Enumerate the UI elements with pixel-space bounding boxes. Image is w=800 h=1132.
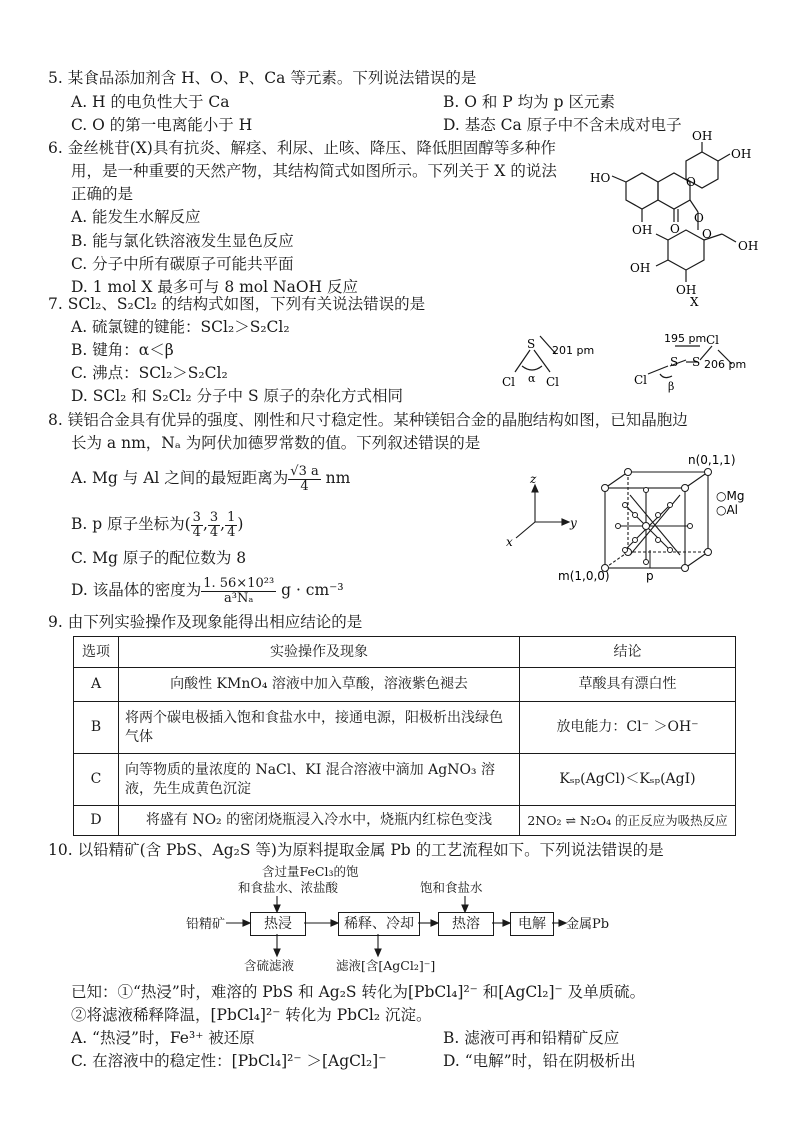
q8-a-post: nm <box>320 469 351 487</box>
q8-d-den: a³Nₐ <box>224 590 254 606</box>
q9-row-b-option: B <box>74 702 119 754</box>
q9-row-b-conclusion: 放电能力：Cl⁻ ＞OH⁻ <box>520 702 736 754</box>
flow-product: 金属Pb <box>566 917 610 932</box>
q7-beta: β <box>668 380 675 393</box>
flow-step-dilute-cool: 稀释、冷却 <box>338 912 420 936</box>
q7-option-d: D. SCl₂ 和 S₂Cl₂ 分子中 S 原子的杂化方式相同 <box>71 387 403 405</box>
q10-known-2: ②将滤液稀释降温，[PbCl₄]²⁻ 转化为 PbCl₂ 沉淀。 <box>71 1006 432 1024</box>
struct-oh6: OH <box>676 283 697 297</box>
flow-reagent1-line2: 和食盐水、浓盐酸 <box>238 880 339 895</box>
q8-d-num: 1. 56×10²³ <box>203 575 275 591</box>
q7-s1: S <box>527 337 536 351</box>
q8-label-x: x <box>506 535 513 549</box>
q7-cl3: Cl <box>634 373 648 387</box>
q9-row-a-option: A <box>74 668 119 702</box>
q7-cl1: Cl <box>502 375 516 389</box>
q8-a-num: √3 a <box>290 463 319 479</box>
q8-a-pre: A. Mg 与 Al 之间的最短距离为 <box>71 469 289 487</box>
q7-s3: S <box>692 355 701 369</box>
q9-row-d-operation: 将盛有 NO₂ 的密闭烧瓶浸入冷水中，烧瓶内红棕色变浅 <box>119 806 520 836</box>
q8-b-f3n: 1 <box>227 509 236 525</box>
q10-option-c: C. 在溶液中的稳定性：[PbCl₄]²⁻ ＞[AgCl₂]⁻ <box>71 1052 387 1070</box>
struct-oh4: OH <box>738 239 759 253</box>
q7-stem: 7. SCl₂、S₂Cl₂ 的结构式如图，下列有关说法错误的是 <box>48 295 426 313</box>
q8-label-p: p <box>646 569 654 583</box>
q10-option-b: B. 滤液可再和铅精矿反应 <box>443 1029 620 1047</box>
q10-option-a: A. “热浸”时，Fe³⁺ 被还原 <box>71 1029 255 1047</box>
q7-option-c: C. 沸点：SCl₂＞S₂Cl₂ <box>71 364 228 382</box>
flow-step-hot-leach: 热浸 <box>250 912 306 936</box>
q9-row-d-option: D <box>74 806 119 836</box>
q8-b-post: ) <box>237 515 244 533</box>
q6-stem-line1: 6. 金丝桃苷(X)具有抗炎、解痉、利尿、止咳、降压、降低胆固醇等多种作 <box>48 139 556 157</box>
q9-row-c-conclusion: Kₛₚ(AgCl)＜Kₛₚ(AgI) <box>520 754 736 806</box>
q9-row-c-option: C <box>74 754 119 806</box>
q6-option-d: D. 1 mol X 最多可与 8 mol NaOH 反应 <box>71 278 358 296</box>
q10-known-1: 已知：①“热浸”时，难溶的 PbS 和 Ag₂S 转化为[PbCl₄]²⁻ 和[AgCl₂]⁻ 及单质硫。 <box>71 983 646 1001</box>
q8-stem-line2: 长为 a nm，Nₐ 为阿伏加德罗常数的值。下列叙述错误的是 <box>71 434 481 452</box>
struct-o1: O <box>686 175 696 189</box>
q9-header-conclusion: 结论 <box>520 637 736 668</box>
q5-option-b: B. O 和 P 均为 p 区元素 <box>443 93 615 111</box>
q5-option-c: C. O 的第一电离能小于 H <box>71 116 253 134</box>
q8-label-mg: ○Mg <box>716 489 745 503</box>
flow-out2: 滤液[含[AgCl₂]⁻] <box>336 958 436 973</box>
q8-label-m: m(1,0,0) <box>558 569 610 583</box>
q9-header-operation: 实验操作及现象 <box>119 637 520 668</box>
q8-d-pre: D. 该晶体的密度为 <box>71 581 202 599</box>
q7-len3: 206 pm <box>704 358 747 371</box>
q6-option-a: A. 能发生水解反应 <box>71 208 201 226</box>
struct-o2: O <box>670 222 680 236</box>
q8-b-sep2: , <box>220 515 226 533</box>
q6-stem-line2: 用，是一种重要的天然产物，其结构简式如图所示。下列关于 X 的说法 <box>71 162 557 180</box>
q9-row-a-conclusion: 草酸具有漂白性 <box>520 668 736 702</box>
q8-label-n: n(0,1,1) <box>688 453 736 467</box>
q7-option-a: A. 硫氯键的键能：SCl₂＞S₂Cl₂ <box>71 318 290 336</box>
q8-b-f1d: 4 <box>192 524 201 540</box>
struct-oh3: OH <box>632 223 653 237</box>
struct-ho1: HO <box>590 171 611 185</box>
q8-stem-line1: 8. 镁铝合金具有优异的强度、刚性和尺寸稳定性。某种镁铝合金的晶胞结构如图，已知晶胞边 <box>48 411 688 429</box>
q5-option-d: D. 基态 Ca 原子中不含未成对电子 <box>443 116 682 134</box>
q7-s2: S <box>670 355 679 369</box>
q8-d-post: g · cm⁻³ <box>276 581 344 599</box>
flow-step-electrolysis: 电解 <box>510 912 554 936</box>
struct-label: X <box>690 295 699 309</box>
q7-cl2: Cl <box>546 375 560 389</box>
q7-alpha: α <box>528 372 536 385</box>
struct-oh2: OH <box>731 147 752 161</box>
q8-b-f1n: 3 <box>192 509 201 525</box>
q7-option-b: B. 键角：α＜β <box>71 341 174 359</box>
q8-b-f2n: 3 <box>209 509 219 525</box>
q5-option-a: A. H 的电负性大于 Ca <box>71 93 230 111</box>
q9-stem: 9. 由下列实验操作及现象能得出相应结论的是 <box>48 613 363 631</box>
q9-row-b-operation: 将两个碳电极插入饱和食盐水中，接通电源，阳极析出浅绿色气体 <box>119 702 520 754</box>
q8-b-sep1: , <box>202 515 208 533</box>
q7-len1: 201 pm <box>552 344 595 357</box>
q8-b-f2d: 4 <box>209 524 219 540</box>
q8-b-pre: B. p 原子坐标为( <box>71 515 191 533</box>
flow-out1: 含硫滤液 <box>244 958 295 973</box>
q5-stem: 5. 某食品添加剂含 H、O、P、Ca 等元素。下列说法错误的是 <box>48 69 477 87</box>
q9-row-d-conclusion: 2NO₂ ⇌ N₂O₄ 的正反应为吸热反应 <box>520 806 736 836</box>
flow-reagent2: 饱和食盐水 <box>420 880 483 895</box>
q8-option-c: C. Mg 原子的配位数为 8 <box>71 549 247 567</box>
q6-stem-line3: 正确的是 <box>71 185 134 203</box>
q8-a-den: 4 <box>300 478 309 494</box>
q8-label-z: z <box>530 472 537 486</box>
struct-o4: O <box>702 227 712 241</box>
flow-reagent1-line1: 含过量FeCl₃的饱 <box>262 864 359 879</box>
q6-option-c: C. 分子中所有碳原子可能共平面 <box>71 255 294 273</box>
struct-o3: O <box>694 211 704 225</box>
struct-oh1: OH <box>692 129 713 143</box>
q9-row-a-operation: 向酸性 KMnO₄ 溶液中加入草酸，溶液紫色褪去 <box>119 668 520 702</box>
struct-oh5: OH <box>630 261 651 275</box>
q7-cl4: Cl <box>706 333 720 347</box>
q10-option-d: D. “电解”时，铅在阴极析出 <box>443 1052 636 1070</box>
q8-label-al: ○Al <box>716 503 739 517</box>
flow-start: 铅精矿 <box>186 917 226 932</box>
q7-len2: 195 pm <box>664 332 707 345</box>
q10-stem: 10. 以铅精矿(含 PbS、Ag₂S 等)为原料提取金属 Pb 的工艺流程如下。下列说法错误的是 <box>48 841 664 859</box>
q8-label-y: y <box>570 516 577 530</box>
q8-b-f3d: 4 <box>227 524 236 540</box>
q6-option-b: B. 能与氯化铁溶液发生显色反应 <box>71 232 294 250</box>
q9-row-c-operation: 向等物质的量浓度的 NaCl、KI 混合溶液中滴加 AgNO₃ 溶液，先生成黄色沉淀 <box>119 754 520 806</box>
flow-step-hot-dissolve: 热溶 <box>438 912 494 936</box>
q9-header-option: 选项 <box>74 637 119 668</box>
